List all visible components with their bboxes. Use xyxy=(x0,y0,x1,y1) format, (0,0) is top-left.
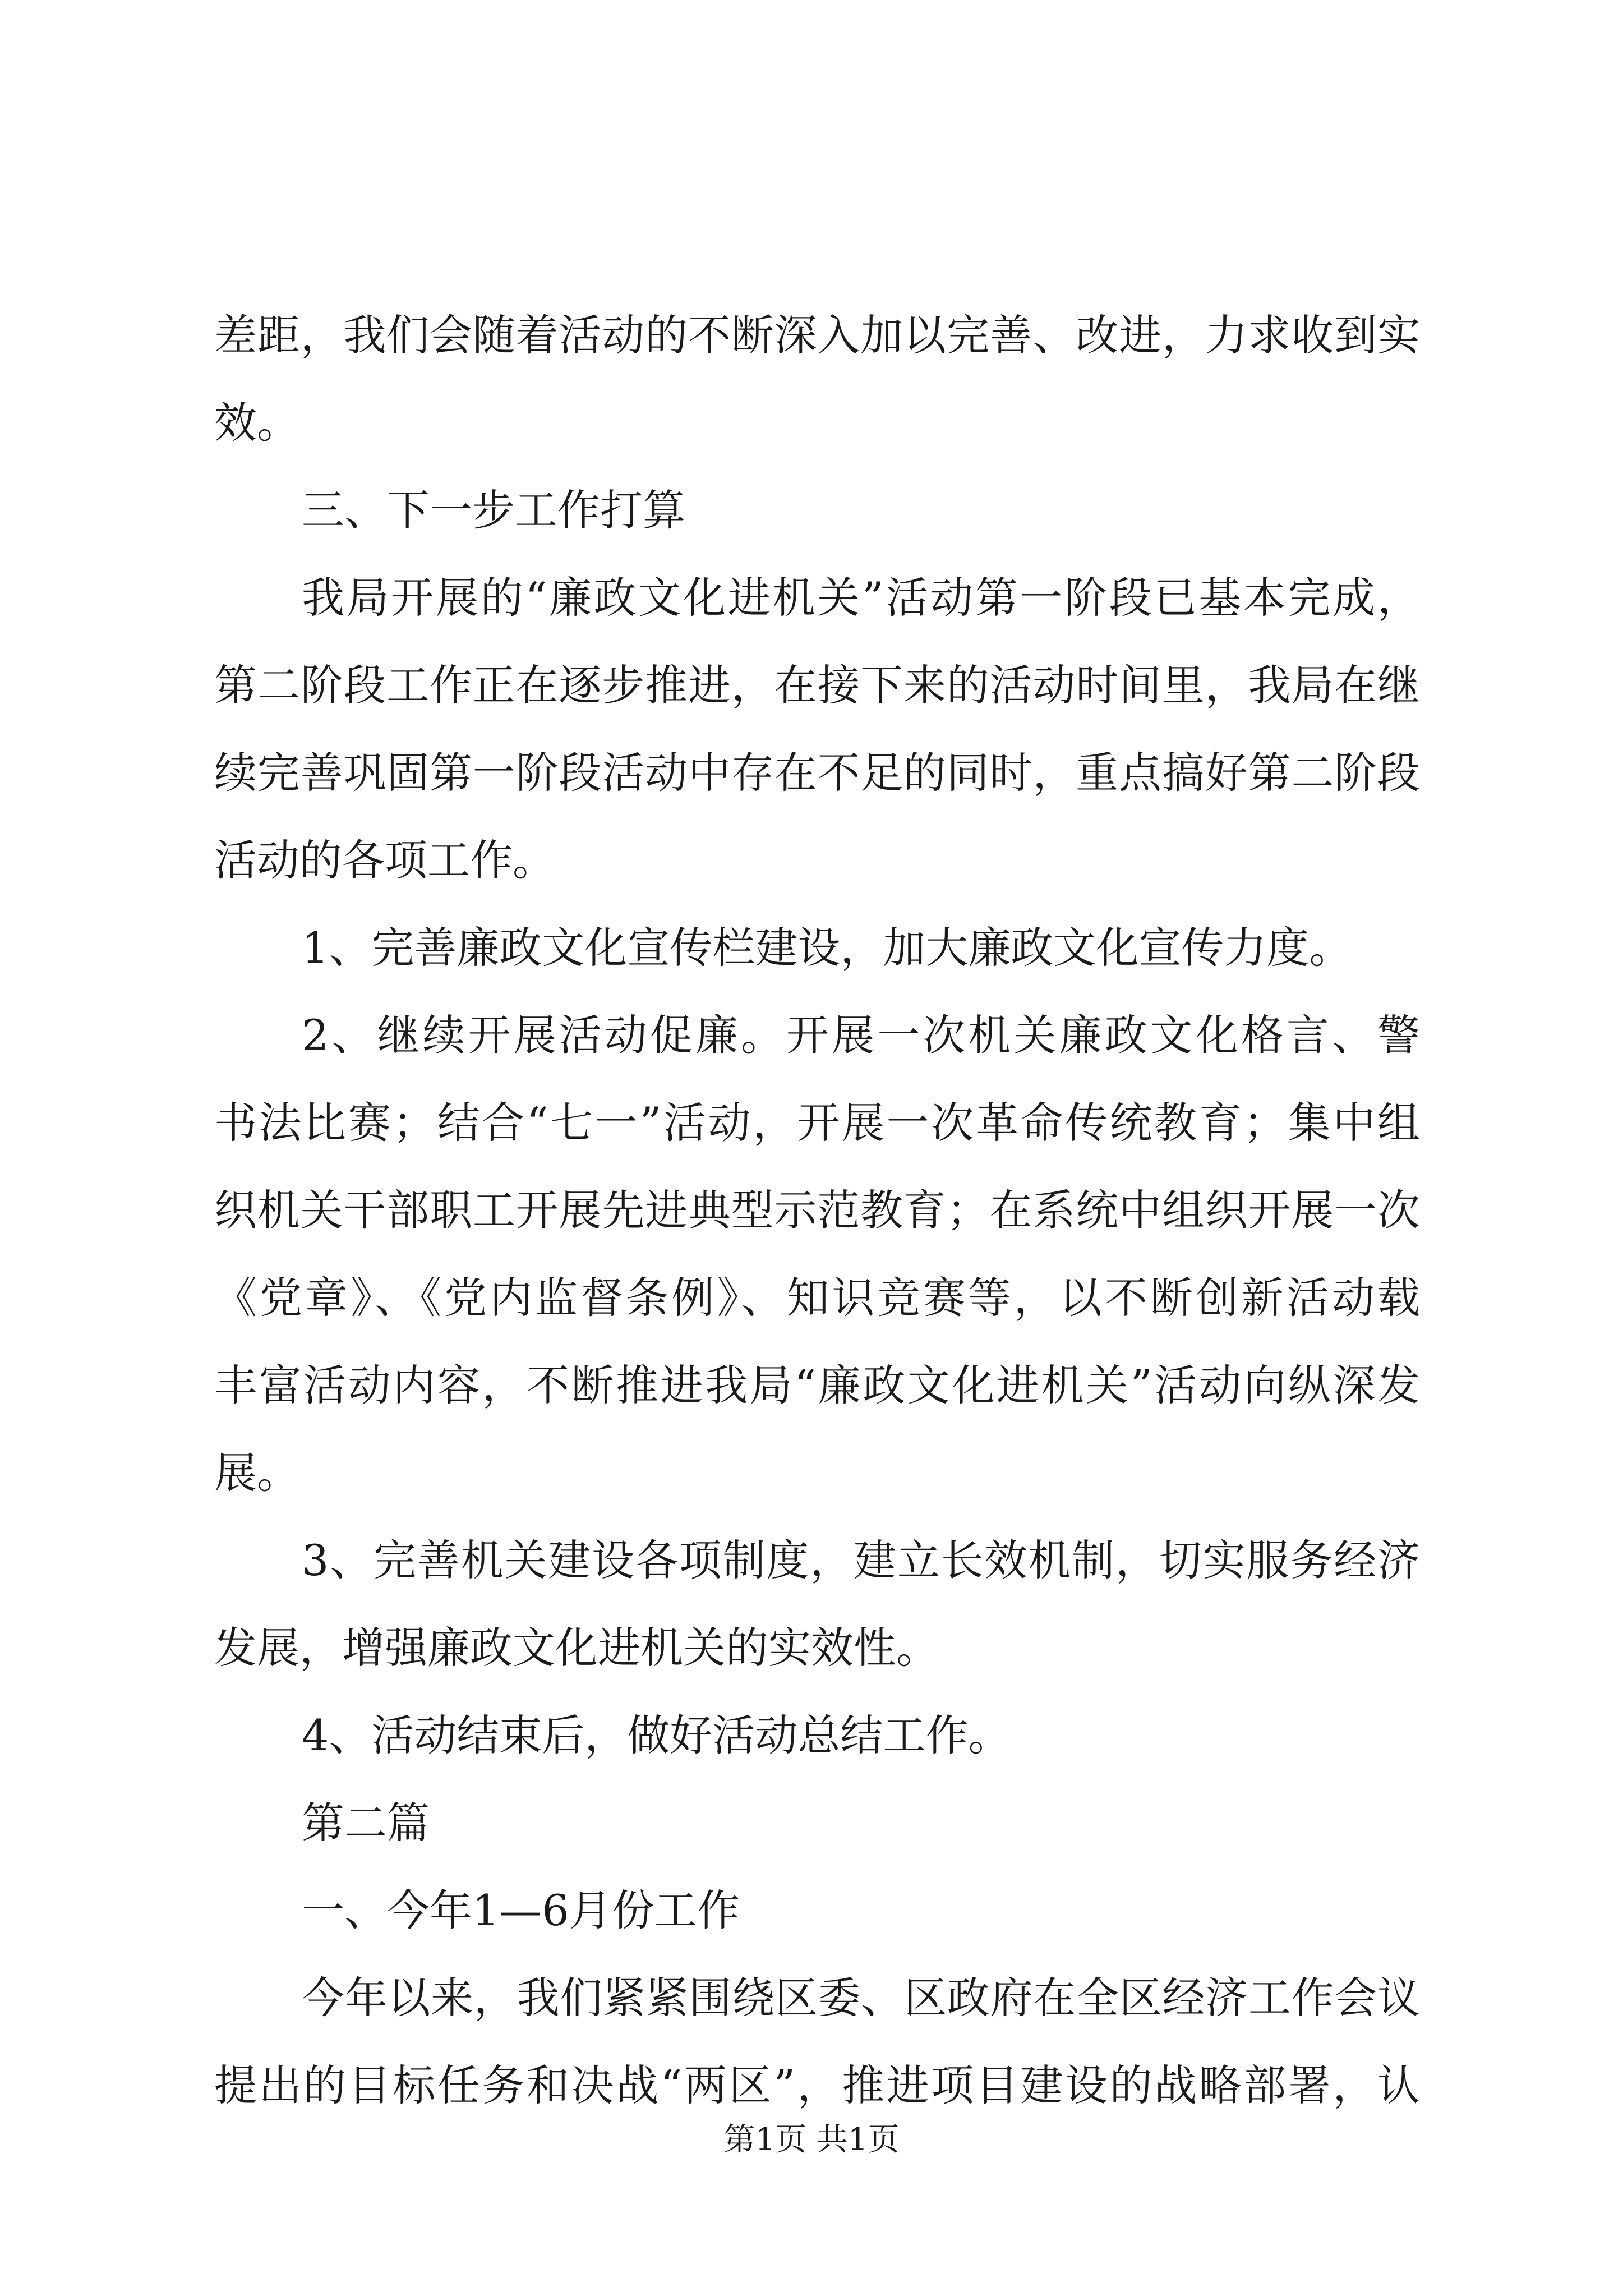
paragraph-line: 发展，增强廉政文化进机关的实效性。 xyxy=(214,1623,939,1673)
paragraph-line: 差距，我们会随着活动的不断深入加以完善、改进，力求收到实 xyxy=(214,310,1420,360)
list-item: 3、完善机关建设各项制度，建立长效机制，切实服务经济 xyxy=(302,1535,1420,1585)
section-heading: 一、今年1—6月份工作 xyxy=(302,1885,740,1935)
paragraph-line: 《党章》、《党内监督条例》、知识竞赛等，以不断创新活动载 xyxy=(214,1273,1420,1323)
paragraph-line: 今年以来，我们紧紧围绕区委、区政府在全区经济工作会议 xyxy=(302,1973,1420,2023)
paragraph-line: 展。 xyxy=(214,1448,299,1498)
section-heading: 三、下一步工作打算 xyxy=(302,485,685,535)
section-heading: 第二篇 xyxy=(302,1798,430,1848)
paragraph-line: 书法比赛；结合“七一”活动，开展一次革命传统教育；集中组 xyxy=(214,1098,1420,1148)
page-number-footer: 第1页 共1页 xyxy=(723,2122,900,2158)
paragraph-line: 第二阶段工作正在逐步推进，在接下来的活动时间里，我局在继 xyxy=(214,660,1420,710)
document-body xyxy=(214,292,1420,2129)
paragraph-line: 续完善巩固第一阶段活动中存在不足的同时，重点搞好第二阶段 xyxy=(214,748,1420,798)
paragraph-line: 提出的目标任务和决战“两区”，推进项目建设的战略部署，认 xyxy=(214,2060,1420,2110)
list-item: 4、活动结束后，做好活动总结工作。 xyxy=(302,1710,1011,1760)
paragraph-line: 织机关干部职工开展先进典型示范教育；在系统中组织开展一次 xyxy=(214,1185,1420,1235)
paragraph-line: 我局开展的“廉政文化进机关”活动第一阶段已基本完成， xyxy=(302,573,1420,623)
paragraph-line: 活动的各项工作。 xyxy=(214,835,555,885)
paragraph-line: 效。 xyxy=(214,398,299,448)
list-item: 1、完善廉政文化宣传栏建设，加大廉政文化宣传力度。 xyxy=(302,923,1352,973)
list-item: 2、继续开展活动促廉。开展一次机关廉政文化格言、警 xyxy=(302,1010,1420,1060)
paragraph-line: 丰富活动内容，不断推进我局“廉政文化进机关”活动向纵深发 xyxy=(214,1360,1420,1410)
